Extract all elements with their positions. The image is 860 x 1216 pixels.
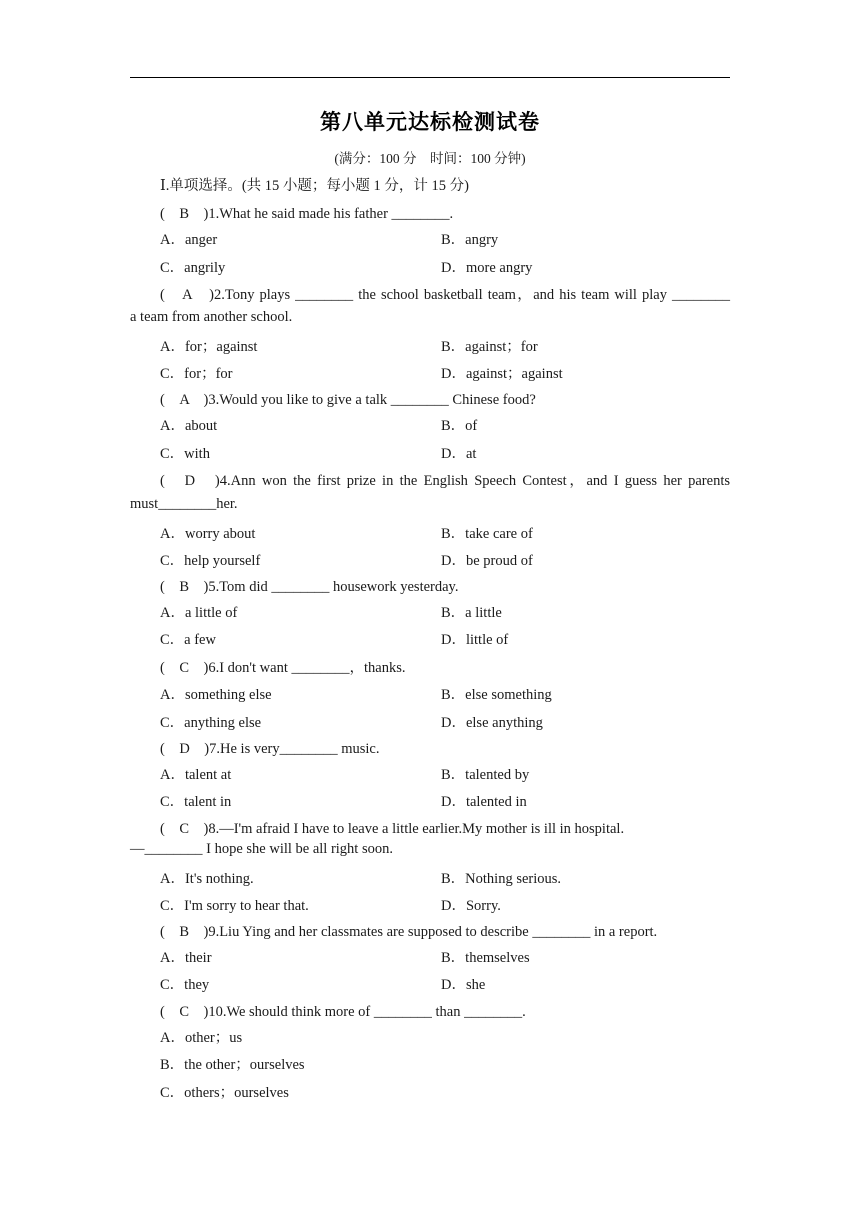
question-3-option-d: D．at [441,446,477,462]
question-3-option-a: A．about [160,418,218,434]
question-2-option-d: D．against；against [441,366,563,382]
question-2-option-b: B．against；for [441,339,538,355]
question-1-option-c: C．angrily [160,260,226,276]
question-9-option-d: D．she [441,977,486,993]
question-9-option-a: A．their [160,950,212,966]
question-8-option-b: B．Nothing serious. [441,871,562,887]
question-5-option-a: A．a little of [160,605,238,621]
question-6-stem: ( C )6.I don't want ________，thanks. [160,660,406,676]
question-4-option-c: C．help yourself [160,553,261,569]
question-2-stem-continued: a team from another school. [130,309,293,325]
question-7-option-c: C．talent in [160,794,232,810]
question-4-option-d: D．be proud of [441,553,533,569]
question-10-option-c: C．others；ourselves [160,1085,289,1101]
question-10-stem: ( C )10.We should think more of ________ than ________. [160,1004,526,1020]
question-5-option-d: D．little of [441,632,509,648]
question-6-option-d: D．else anything [441,715,543,731]
question-10-option-b: B．the other；ourselves [160,1057,305,1073]
question-7-option-b: B．talented by [441,767,530,783]
question-6-option-c: C．anything else [160,715,262,731]
question-8-option-c: C．I'm sorry to hear that. [160,898,309,914]
section-heading: Ⅰ.单项选择。(共 15 小题；每小题 1 分，计 15 分) [160,178,470,194]
question-8-option-a: A．It's nothing. [160,871,254,887]
question-5-stem: ( B )5.Tom did ________ housework yesterday. [160,579,459,595]
question-9-option-c: C．they [160,977,210,993]
question-9-stem: ( B )9.Liu Ying and her classmates are supposed to describe ________ in a report. [160,924,658,940]
question-9-option-b: B．themselves [441,950,530,966]
question-7-stem: ( D )7.He is very________ music. [160,741,380,757]
question-4-stem: ( D )4.Ann won the first prize in the English Speech Contest，and I guess her parents [160,473,730,489]
question-2-option-c: C．for；for [160,366,233,382]
question-1-option-a: A．anger [160,232,218,248]
question-1-option-b: B．angry [441,232,499,248]
question-3-stem: ( A )3.Would you like to give a talk ________ Chinese food? [160,392,536,408]
question-1-stem: ( B )1.What he said made his father ________. [160,206,454,222]
question-5-option-c: C．a few [160,632,216,648]
score-time-note: (满分：100 分 时间：100 分钟) [334,151,526,166]
question-7-option-a: A．talent at [160,767,232,783]
question-2-option-a: A．for；against [160,339,258,355]
question-4-option-b: B．take care of [441,526,533,542]
question-4-stem-continued: must________her. [130,496,238,512]
question-7-option-d: D．talented in [441,794,527,810]
question-6-option-b: B．else something [441,687,552,703]
header-rule [130,77,730,78]
question-1-option-d: D．more angry [441,260,533,276]
question-10-option-a: A．other；us [160,1030,243,1046]
question-8-option-d: D．Sorry. [441,898,501,914]
question-3-option-c: C．with [160,446,210,462]
question-4-option-a: A．worry about [160,526,256,542]
question-5-option-b: B．a little [441,605,502,621]
question-2-stem: ( A )2.Tony plays ________ the school basketball team，and his team will play ________ [160,287,730,303]
question-6-option-a: A．something else [160,687,272,703]
page-title: 第八单元达标检测试卷 [320,110,540,134]
question-8-stem: ( C )8.—I'm afraid I have to leave a little earlier.My mother is ill in hospital. [160,821,625,837]
question-8-stem-continued: —________ I hope she will be all right soon. [130,841,393,857]
question-3-option-b: B．of [441,418,478,434]
